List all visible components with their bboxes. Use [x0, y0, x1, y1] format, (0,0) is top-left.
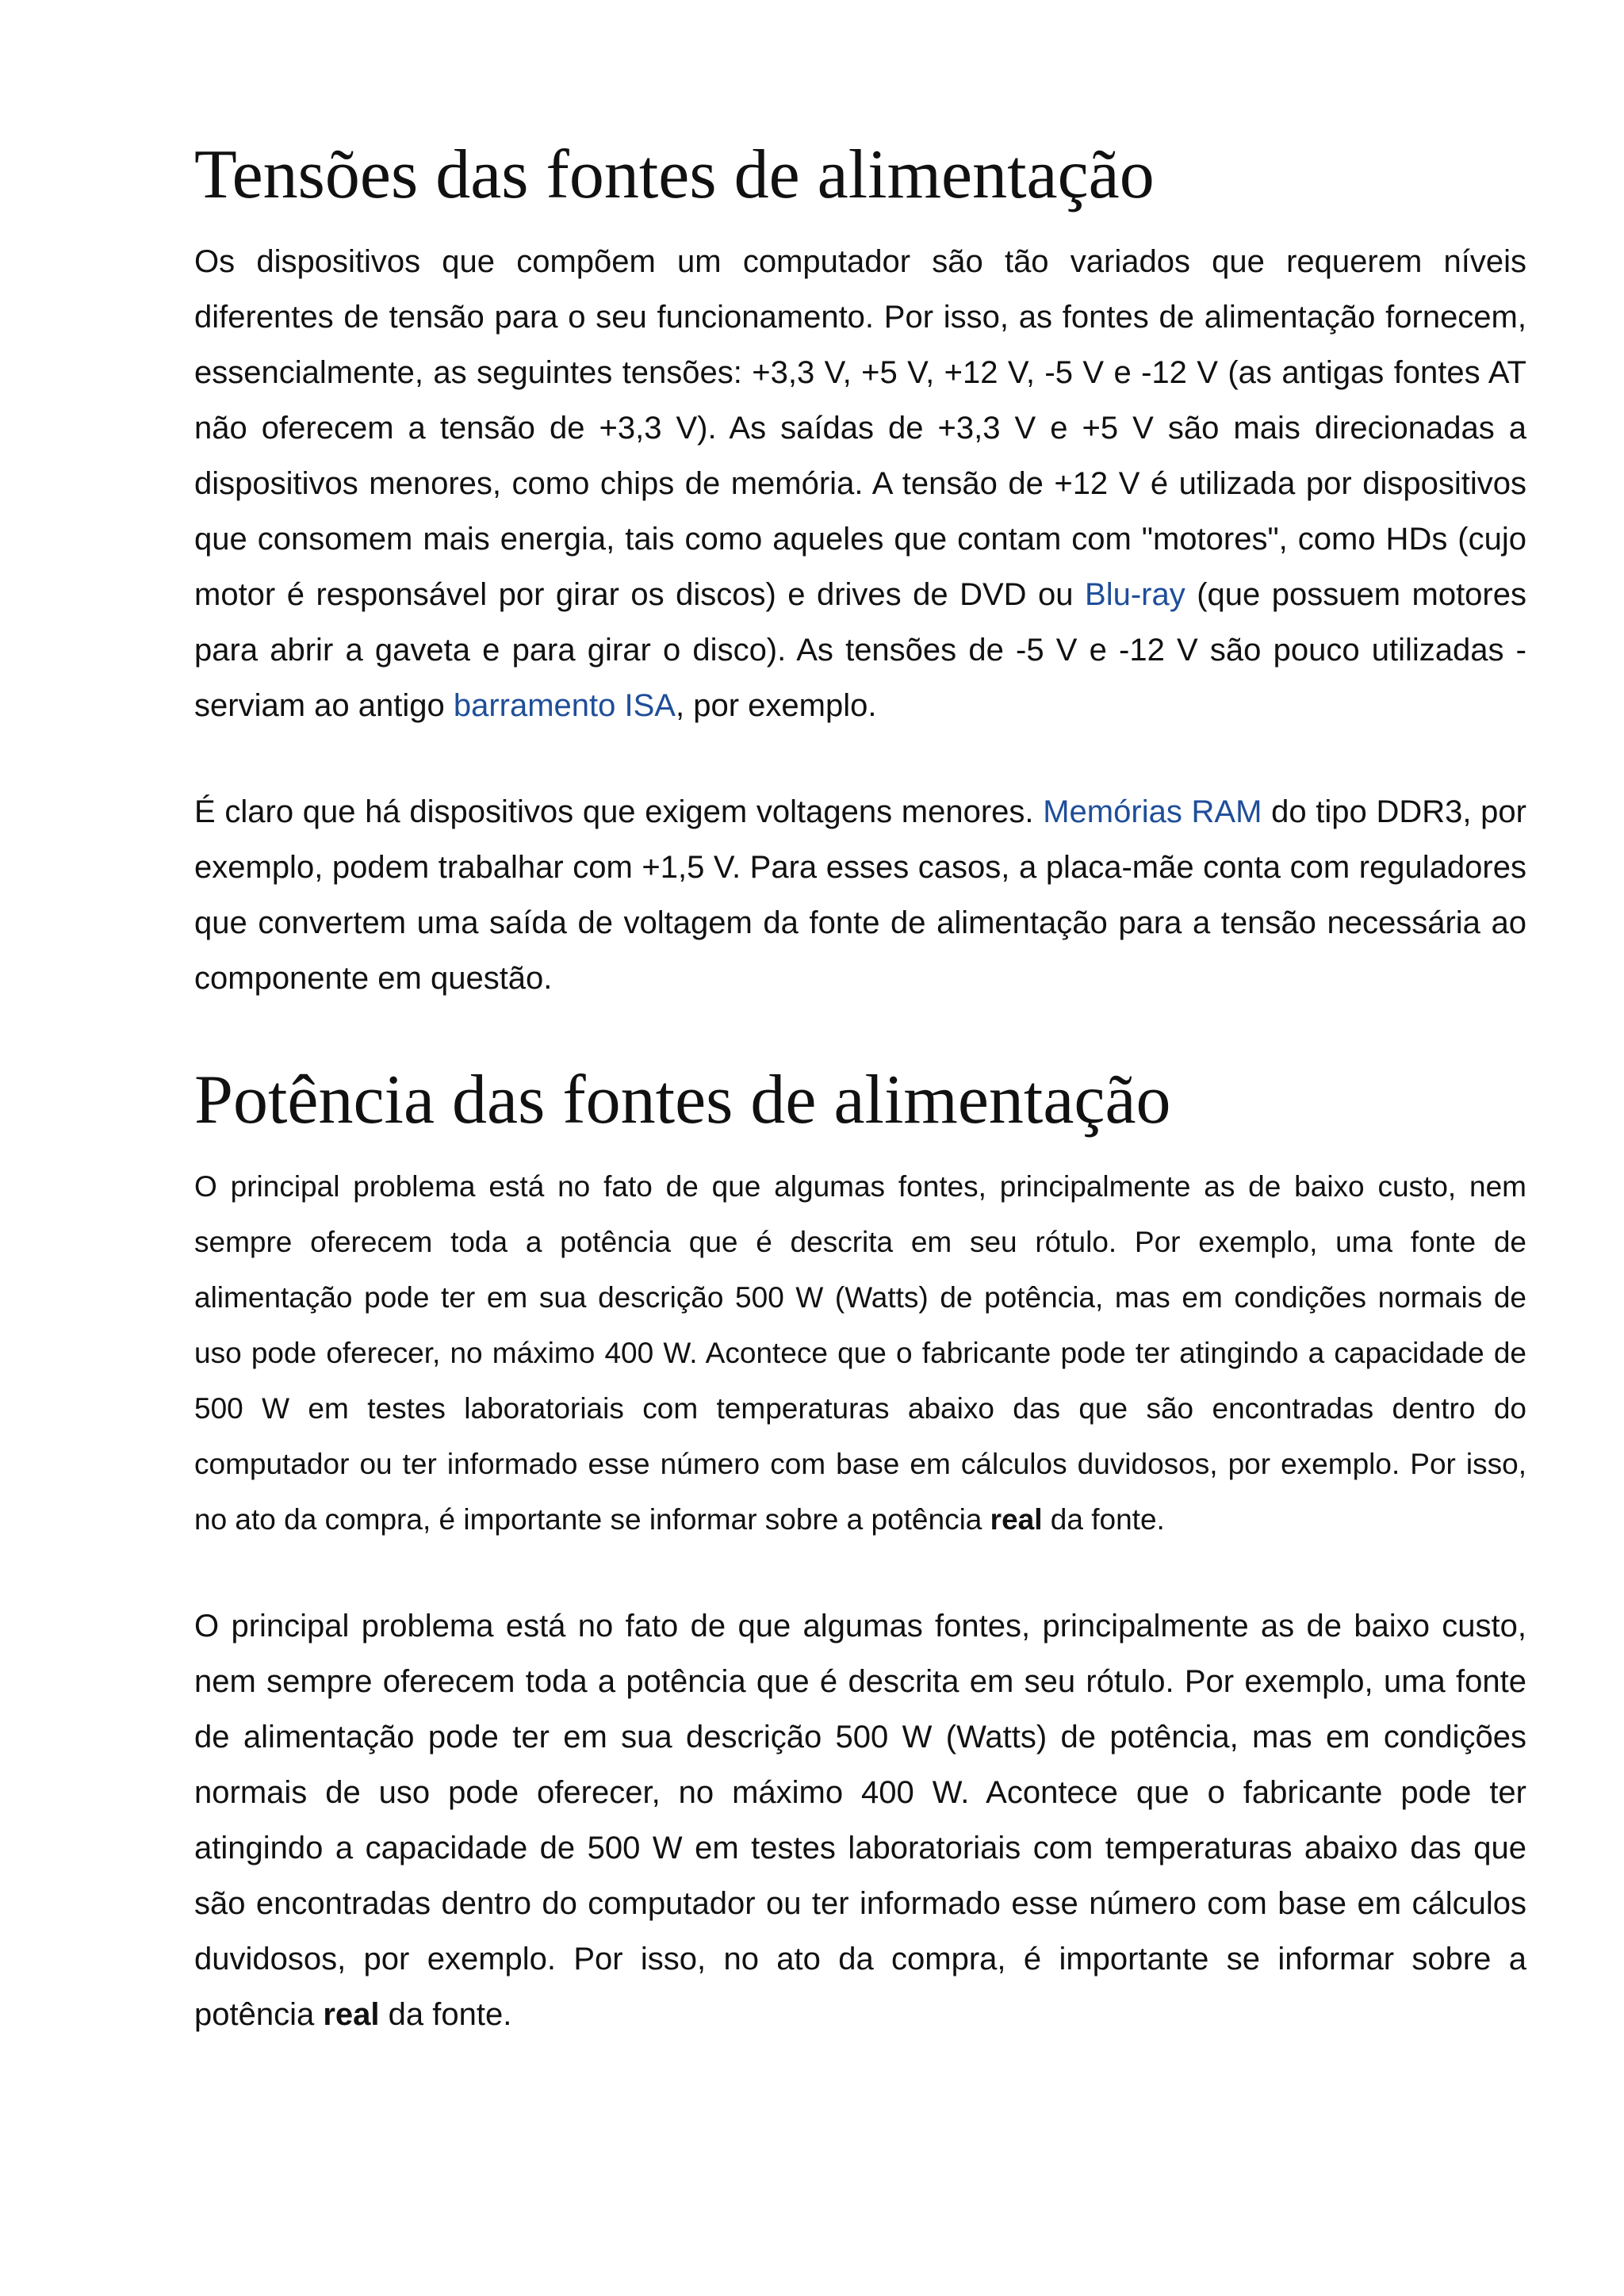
section-heading-tensoes: Tensões das fontes de alimentação	[194, 136, 1155, 213]
paragraph-text: Os dispositivos que compõem um computador são tão variados que requerem níveis diferentes de tensão para o seu funcionamento. Por isso, as fontes de alimentação fornecem, essencialmente, as seguintes tensões: +3,3 V, +5 V, +12 V, -5 V e -12 V (as antigas fontes AT não oferecem a tensão de +3,3 V). As saídas de +3,3 V e +5 V são mais direcionadas a dispositivos menores, como chips de memória. A tensão de +12 V é utilizada por dispositivos que consomem mais energia, tais como aqueles que contam com "motores", como HDs (cujo motor é responsável por girar os discos) e drives de DVD ou	[194, 244, 1526, 613]
paragraph-tensoes-1	[194, 234, 1526, 733]
paragraph-text: , por exemplo.	[675, 688, 877, 724]
paragraph-text: do tipo DDR3, por exemplo, podem trabalhar com +1,5 V. Para esses casos, a placa-mãe conta com reguladores que convertem uma saída de voltagem da fonte de alimentação para a tensão necessária ao componente em questão.	[194, 794, 1526, 997]
paragraph-potencia-1	[194, 1159, 1526, 1548]
link-blu-ray[interactable]: Blu-ray	[1085, 577, 1185, 613]
link-memorias-ram[interactable]: Memórias RAM	[1043, 794, 1262, 830]
paragraph-text: da fonte.	[379, 1997, 512, 2033]
paragraph-text: O principal problema está no fato de que algumas fontes, principalmente as de baixo custo, nem sempre oferecem toda a potência que é descrita em seu rótulo. Por exemplo, uma fonte de alimentação pode ter em sua descrição 500 W (Watts) de potência, mas em condições normais de uso pode oferecer, no máximo 400 W. Acontece que o fabricante pode ter atingindo a capacidade de 500 W em testes laboratoriais com temperaturas abaixo das que são encontradas dentro do computador ou ter informado esse número com base em cálculos duvidosos, por exemplo. Por isso, no ato da compra, é importante se informar sobre a potência	[194, 1170, 1526, 1536]
paragraph-text: (que possuem motores para abrir a gaveta e para girar o disco). As tensões de -5 V e -12 V são pouco utilizadas - serviam ao antigo	[194, 577, 1526, 724]
link-barramento-isa[interactable]: barramento ISA	[453, 688, 676, 724]
paragraph-text: O principal problema está no fato de que algumas fontes, principalmente as de baixo custo, nem sempre oferecem toda a potência que é descrita em seu rótulo. Por exemplo, uma fonte de alimentação pode ter em sua descrição 500 W (Watts) de potência, mas em condições normais de uso pode oferecer, no máximo 400 W. Acontece que o fabricante pode ter atingindo a capacidade de 500 W em testes laboratoriais com temperaturas abaixo das que são encontradas dentro do computador ou ter informado esse número com base em cálculos duvidosos, por exemplo. Por isso, no ato da compra, é importante se informar sobre a potência	[194, 1609, 1526, 2033]
paragraph-tensoes-2	[194, 784, 1526, 1006]
paragraph-text: da fonte.	[1042, 1503, 1165, 1536]
section-heading-potencia: Potência das fontes de alimentação	[194, 1062, 1171, 1139]
paragraph-text: É claro que há dispositivos que exigem voltagens menores.	[194, 794, 1044, 830]
document-page	[194, 135, 1526, 2042]
paragraph-potencia-2	[194, 1598, 1526, 2042]
bold-real: real	[323, 1997, 380, 2033]
bold-real: real	[990, 1503, 1043, 1536]
